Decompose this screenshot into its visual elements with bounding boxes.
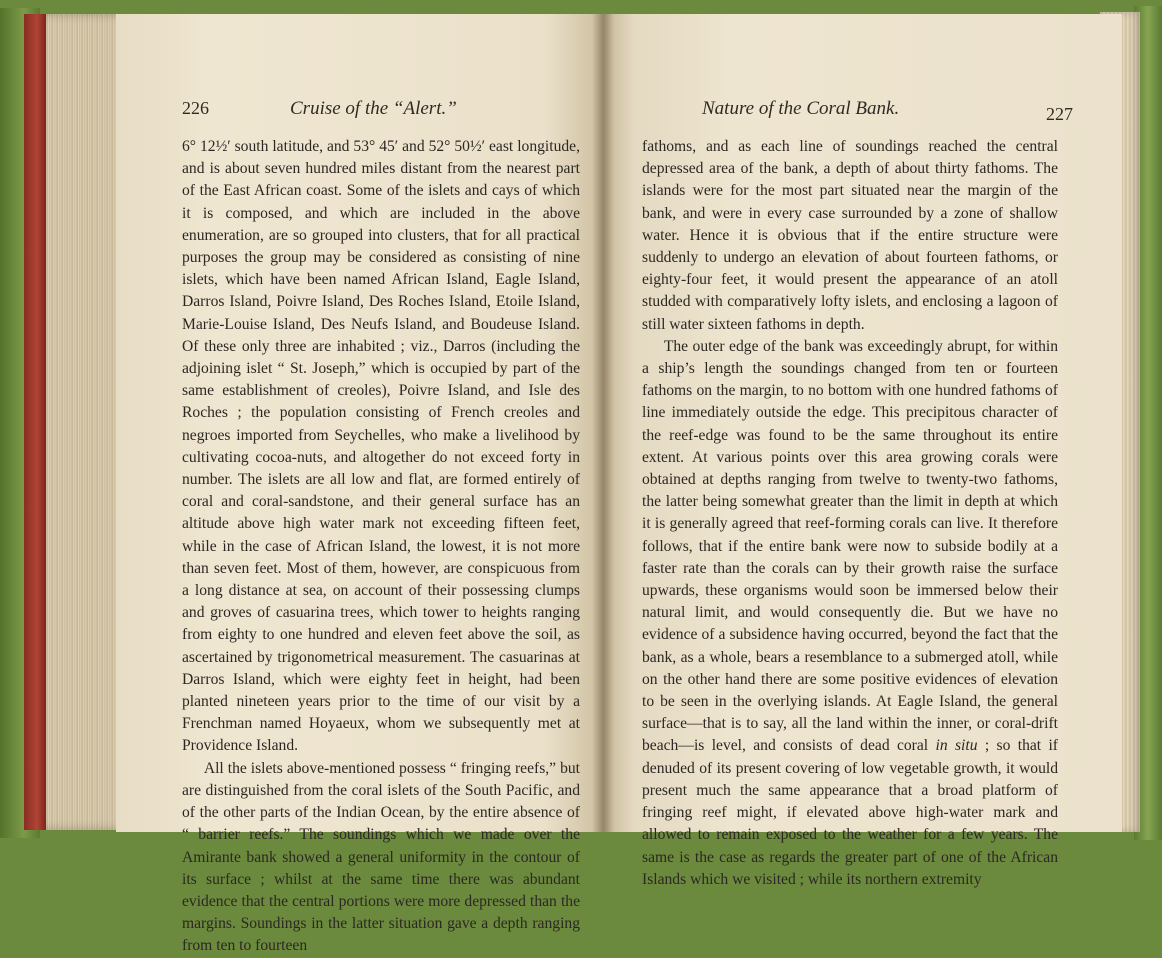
paragraph xyxy=(642,336,1058,891)
book-gutter xyxy=(592,14,614,832)
running-title: Nature of the Coral Bank. xyxy=(702,98,900,119)
right-page xyxy=(602,14,1122,888)
left-page-header xyxy=(182,98,572,122)
right-page-header xyxy=(642,98,1098,122)
paragraph: fathoms, and as each line of soundings reached the central depressed area of the bank, a depth of about thirty fathoms. The islands were for the most part situated near the margin of the bank, and were in every case surrounded by a zone of shallow water. Hence it is obvious that if the entire structure were suddenly to undergo an elevation of about fourteen fathoms, or eighty-four feet, it would present the appearance of an atoll studded with comparatively lofty islets, and enclosing a lagoon of still water sixteen fathoms in depth. xyxy=(642,138,1058,333)
paragraph: 6° 12½′ south latitude, and 53° 45′ and 52° 50½′ east longitude, and is about seven hundred miles distant from the nearest part of the East African coast. Some of the islets and cays of which it is composed, and which are included in the above enumeration, are so grouped into clusters, that for all practical purposes the group may be considered as consisting of nine islets, which have been named African Island, Eagle Island, Darros Island, Poivre Island, Des Roches Island, Etoile Island, Marie-Louise Island, Des Neufs Island, and Boudeuse Island. Of these only three are inhabited ; viz., Darros (including the adjoining islet “ St. Joseph,” which is occupied by part of the same establishment of creoles), Poivre Island, and Isle des Roches ; the population consisting of French creoles and negroes imported from Seychelles, who make a livelihood by cultivating cocoa-nuts, and altogether do not exceed forty in number. The islets are all low and flat, are formed entirely of coral and coral-sandstone, and their general surface has an altitude above high water mark not exceeding fifteen feet, while in the case of African Island, the lowest, it is not more than seven feet. Most of them, however, are conspicuous from a long distance at sea, on account of their possessing clumps and groves of casuarina trees, which tower to heights ranging from eighty to one hundred and eleven feet above the soil, as ascertained by trigonometrical measurement. The casuarinas at Darros Island, which were eighty feet in height, had been planted nineteen years prior to the time of our visit by a Frenchman named Hoyaeux, whom we subsequently met at Providence Island. xyxy=(182,138,580,755)
paragraph-text: ; so that if denuded of its present covering of low vegetable growth, it would present much the same appearance that a broad platform of fringing reef might, if elevated above high-water mark and allowed to remain exposed to the weather for a few years. The same is the case as regards the greater part of one of the African Islands which we visited ; while its northern extremity xyxy=(642,737,1059,888)
running-title: Cruise of the “Alert.” xyxy=(290,98,457,119)
right-page-body xyxy=(642,136,1058,891)
page-block-left xyxy=(24,14,120,830)
paragraph-text: The outer edge of the bank was exceedingly abrupt, for within a ship’s length the soundings changed from ten or fourteen fathoms on the margin, to no bottom with one hundred fathoms of line immediately outside the edge. This precipitous character of the reef-edge was found to be the same throughout its entire extent. At various points over this area growing corals were obtained at depths ranging from twelve to twenty-two fathoms, the latter being somewhat greater than the limit in depth at which it is generally agreed that reef-forming corals can live. It therefore follows, that if the entire bank were now to subside bodily at a faster rate than the corals can by their growth raise the surface upwards, these organisms would soon be immersed below their natural limit, and would consequently die. But we have no evidence of a subsidence having occurred, beyond the fact that the bank, as a whole, bears a resemblance to a submerged atoll, while on the other hand there are some positive evidences of elevation to be seen in the overlying islands. At Eagle Island, the general surface—that is to say, all the land within the inner, or coral-drift beach—is level, and consists of dead coral xyxy=(642,337,1058,755)
left-page-body xyxy=(182,136,580,958)
page-number: 227 xyxy=(1046,104,1073,124)
italic-phrase: in situ xyxy=(935,737,978,755)
paragraph: All the islets above-mentioned possess “ fringing reefs,” but are distinguished from the coral islets of the South Pacific, and of the other parts of the Indian Ocean, by the entire absence of “ barrier reefs.” The soundings which we made over the Amirante bank showed a general uniformity in the contour of its surface ; whilst at the same time there was abundant evidence that the central portions were more depressed than the margins. Soundings in the latter situation gave a depth ranging from ten to fourteen xyxy=(182,759,580,955)
left-page xyxy=(116,14,602,955)
page-number: 226 xyxy=(182,98,209,118)
